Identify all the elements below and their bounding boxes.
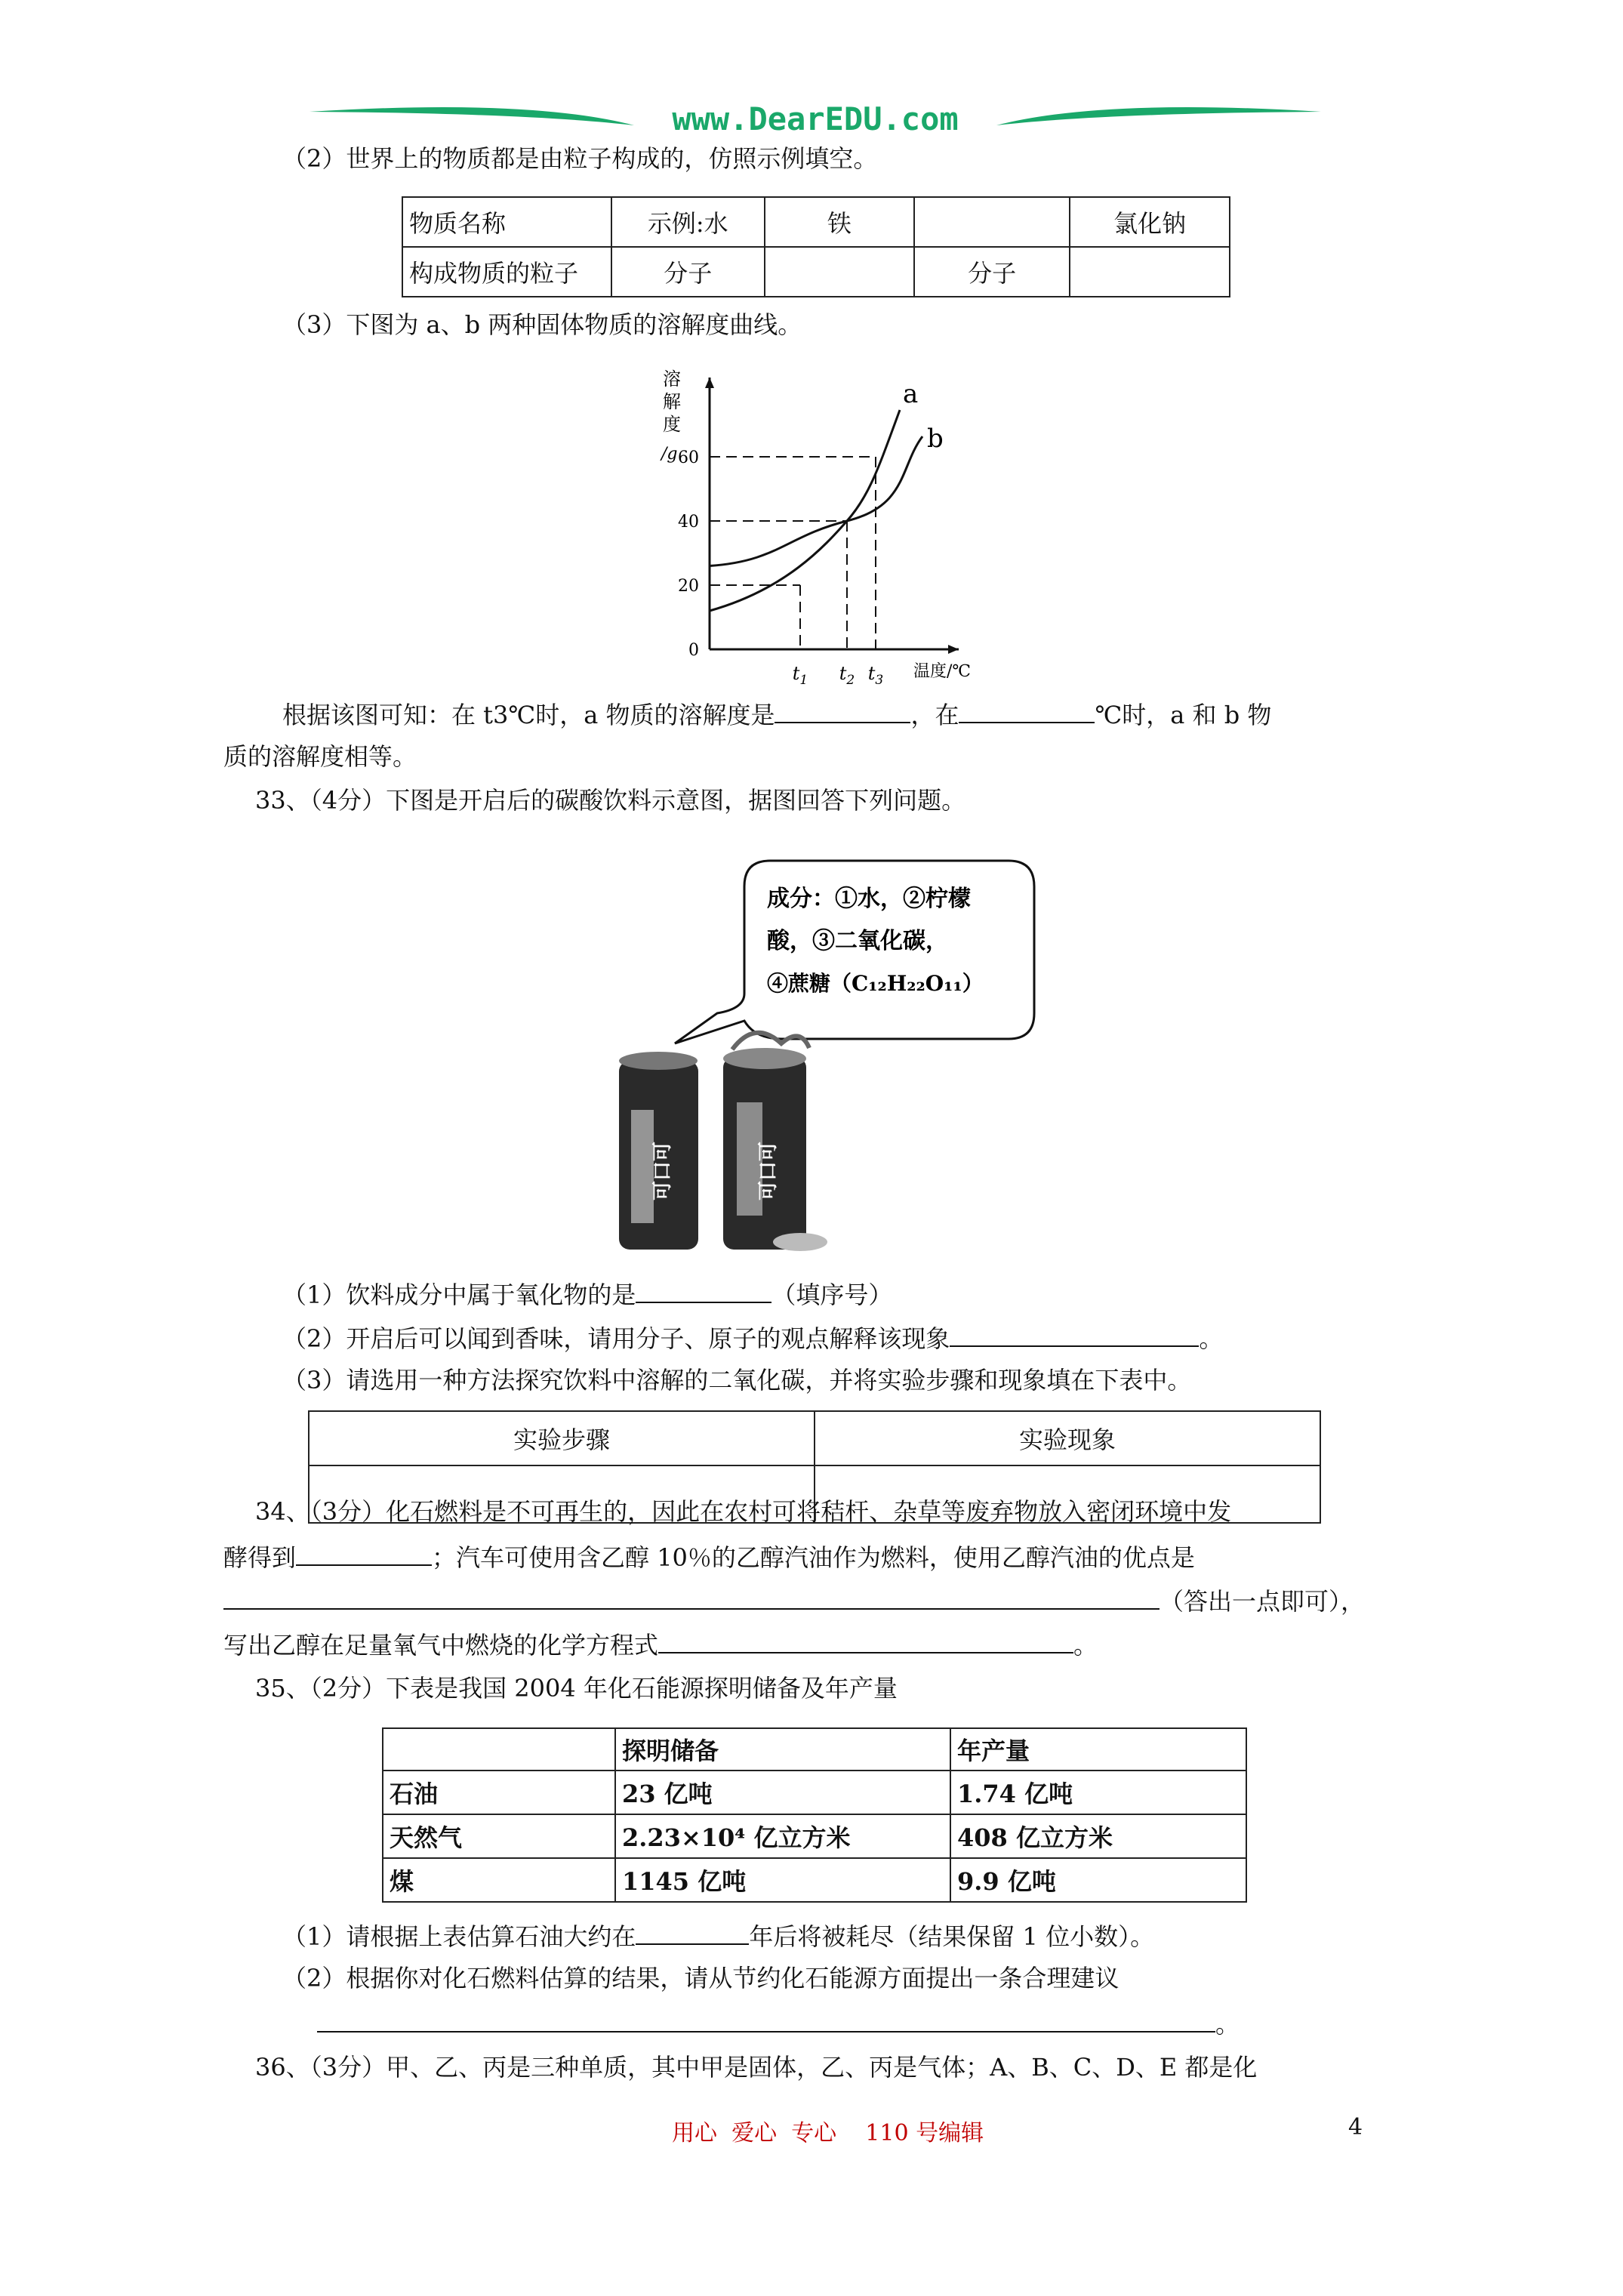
particle-table-cell[interactable]	[1070, 247, 1230, 297]
header-banner	[302, 91, 1329, 143]
bubble-line-1: 成分：①水，②柠檬	[767, 886, 971, 912]
q33-sub1-text: （1）饮料成分中属于氧化物的是	[282, 1281, 636, 1309]
particle-table-cell: 氯化钠	[1070, 197, 1230, 247]
series-a-label: a	[903, 379, 919, 409]
energy-table-cell: 石油	[383, 1771, 615, 1814]
q34-line2-pre: 酵得到	[223, 1543, 297, 1572]
blank-years[interactable]	[636, 1918, 749, 1945]
q33-sub2	[282, 1320, 1223, 1355]
particle-table-cell: 示例:水	[611, 197, 765, 247]
y-axis-arrow	[705, 378, 714, 388]
experiment-header-phenomena: 实验现象	[815, 1411, 1320, 1465]
particle-table-cell: 分子	[914, 247, 1070, 297]
q32-answer-line2: 质的溶解度相等。	[223, 742, 417, 771]
energy-table-cell: 2.23×10⁴ 亿立方米	[615, 1814, 950, 1858]
q33-sub3: （3）请选用一种方法探究饮料中溶解的二氧化碳，并将实验步骤和现象填在下表中。	[282, 1366, 1192, 1395]
blank-equation[interactable]	[658, 1626, 1073, 1653]
energy-table-header	[383, 1728, 615, 1771]
energy-table-cell: 煤	[383, 1858, 615, 1902]
drink-illustration	[596, 846, 1049, 1268]
header-swoosh-left	[310, 107, 634, 125]
q32-answer-post: ℃时，a 和 b 物	[1095, 701, 1272, 729]
energy-table	[382, 1727, 1247, 1903]
x-axis-arrow	[948, 645, 959, 654]
x-tick-label: $t_2$	[839, 663, 855, 688]
q32-answer-mid: ，在	[910, 701, 959, 729]
x-axis-label: 温度/℃	[913, 662, 972, 681]
q35-sub1	[282, 1918, 1154, 1953]
bubble-line-2: 酸，③二氧化碳，	[767, 928, 948, 954]
energy-table-cell: 23 亿吨	[615, 1771, 950, 1814]
q35-sub2-tail: 。	[1215, 2010, 1240, 2039]
energy-table-header: 探明储备	[615, 1728, 950, 1771]
q32-answer-line1	[282, 696, 1271, 732]
particle-table-cell: 铁	[765, 197, 914, 247]
particle-table-cell	[914, 197, 1070, 247]
q34-line4	[223, 1626, 1098, 1662]
q35-sub2: （2）根据你对化石燃料估算的结果，请从节约化石能源方面提出一条合理建议	[282, 1964, 1119, 1992]
q34-line4-tail: 。	[1073, 1631, 1098, 1660]
x-tick-label: $t_3$	[867, 663, 884, 688]
series-a-curve	[710, 410, 900, 611]
particle-table-cell[interactable]	[765, 247, 914, 297]
blank-advantage[interactable]	[223, 1583, 1160, 1610]
y-axis-label: 度	[663, 414, 681, 435]
solubility-chart	[642, 362, 981, 688]
q35-sub2-answer	[317, 2005, 1240, 2041]
energy-table-cell: 9.9 亿吨	[950, 1858, 1246, 1902]
can-right-label: 可口可	[757, 1141, 780, 1200]
y-tick-label: 60	[678, 448, 699, 467]
blank-solubility[interactable]	[775, 696, 910, 723]
q34-line2-post: ；汽车可使用含乙醇 10％的乙醇汽油作为燃料，使用乙醇汽油的优点是	[432, 1543, 1195, 1572]
series-b-label: b	[927, 424, 944, 454]
x-tick-label: $t_1$	[792, 663, 808, 688]
q35-sub1-post: 年后将被耗尽（结果保留 1 位小数）。	[749, 1922, 1155, 1951]
y-tick-label: 40	[678, 513, 699, 532]
blank-temperature[interactable]	[959, 696, 1095, 723]
q34-line3	[223, 1583, 1365, 1618]
energy-table-header: 年产量	[950, 1728, 1246, 1771]
particle-table-cell: 物质名称	[402, 197, 611, 247]
q32-part2-text: （2）世界上的物质都是由粒子构成的，仿照示例填空。	[282, 144, 878, 173]
energy-table-cell: 天然气	[383, 1814, 615, 1858]
q33-sub2-tail: 。	[1199, 1324, 1224, 1353]
q34-line4-pre: 写出乙醇在足量氧气中燃烧的化学方程式	[223, 1631, 659, 1660]
energy-table-cell: 1145 亿吨	[615, 1858, 950, 1902]
soda-can-right	[723, 1033, 827, 1251]
blank-suggestion[interactable]	[317, 2005, 1215, 2032]
bubble-line-3: ④蔗糖（C₁₂H₂₂O₁₁）	[767, 971, 984, 996]
q33-sub1-tail: （填序号）	[771, 1281, 893, 1309]
header-site-text: www.DearEDU.com	[672, 100, 959, 137]
blank-oxide[interactable]	[636, 1276, 771, 1303]
energy-table-cell: 1.74 亿吨	[950, 1771, 1246, 1814]
particle-table-cell: 构成物质的粒子	[402, 247, 611, 297]
series-b-curve	[710, 436, 922, 566]
q34-line1: 34、（3分）化石燃料是不可再生的，因此在农村可将秸杆、杂草等废弃物放入密闭环境中发	[255, 1497, 1232, 1526]
y-axis-label: 溶	[663, 368, 681, 390]
q34-line2	[223, 1539, 1195, 1574]
soda-can-left	[619, 1052, 698, 1250]
y-axis-unit: /g	[661, 445, 678, 464]
q36-stem: 36、（3分）甲、乙、丙是三种单质，其中甲是固体，乙、丙是气体；A、B、C、D、E 都是化	[255, 2053, 1258, 2082]
q32-part3-text: （3）下图为 a、b 两种固体物质的溶解度曲线。	[282, 310, 802, 339]
q34-line3-tail: （答出一点即可），	[1160, 1587, 1366, 1616]
q33-stem: 33、（4分）下图是开启后的碳酸饮料示意图，据图回答下列问题。	[255, 786, 966, 815]
can-left-label: 可口可	[651, 1141, 674, 1200]
q33-sub1	[282, 1276, 892, 1311]
blank-explanation[interactable]	[950, 1320, 1199, 1347]
q32-answer-pre: 根据该图可知：在 t3℃时，a 物质的溶解度是	[282, 701, 775, 729]
experiment-header-steps: 实验步骤	[309, 1411, 815, 1465]
header-swoosh-right	[996, 107, 1321, 125]
y-axis-label: 解	[663, 391, 681, 412]
particle-table-cell: 分子	[611, 247, 765, 297]
page-number: 4	[1348, 2114, 1363, 2140]
footer-text: 用心 爱心 专心 110 号编辑	[672, 2120, 984, 2147]
q35-stem: 35、（2分）下表是我国 2004 年化石能源探明储备及年产量	[255, 1674, 898, 1703]
energy-table-cell: 408 亿立方米	[950, 1814, 1246, 1858]
y-tick-label: 0	[688, 641, 699, 660]
y-tick-label: 20	[678, 577, 699, 596]
particle-table	[402, 196, 1230, 297]
blank-fermentation-product[interactable]	[296, 1539, 432, 1566]
q35-sub1-pre: （1）请根据上表估算石油大约在	[282, 1922, 636, 1951]
q33-sub2-text: （2）开启后可以闻到香味，请用分子、原子的观点解释该现象	[282, 1324, 950, 1353]
